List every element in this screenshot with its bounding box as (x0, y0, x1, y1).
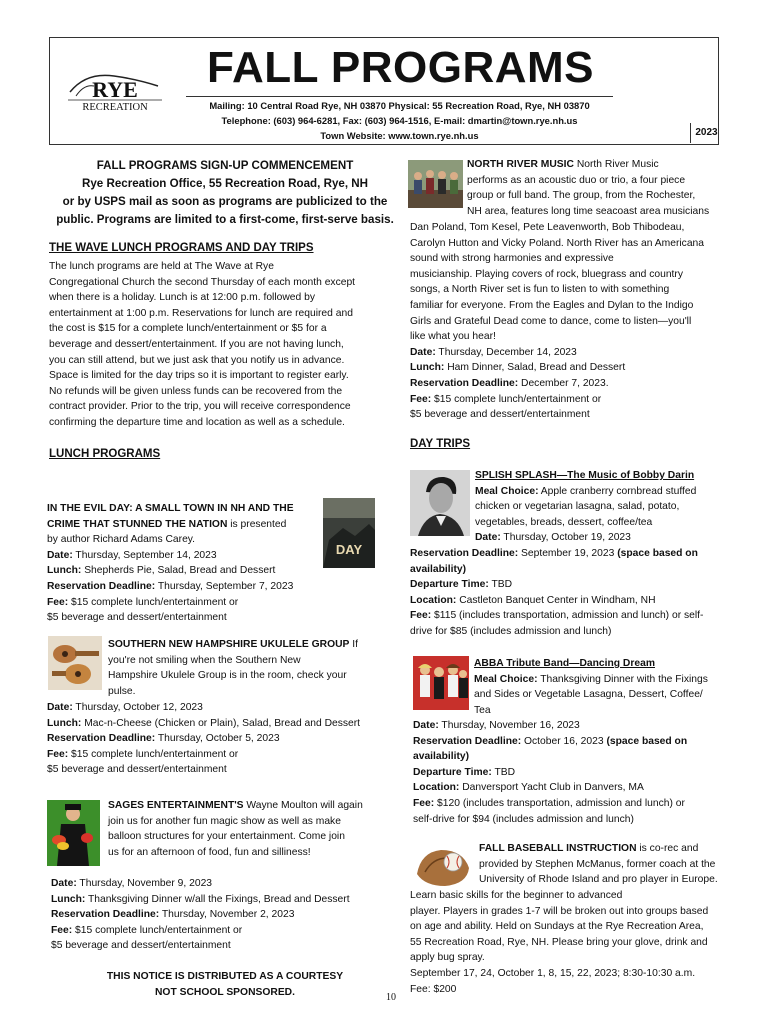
wave-heading: THE WAVE LUNCH PROGRAMS AND DAY TRIPS (49, 242, 314, 254)
day-trips-heading: DAY TRIPS (410, 438, 471, 450)
magician-image (47, 800, 100, 866)
mailing-address: Mailing: 10 Central Road Rye, NH 03870 Physical: 55 Recreation Road, Rye, NH 03870 (209, 100, 590, 111)
page-title: FALL PROGRAMS (207, 43, 595, 92)
signup-line-4: public. Programs are limited to a first-come, first-serve basis. (56, 213, 394, 226)
contact-info: Telephone: (603) 964-6281, Fax: (603) 964-1516, E-mail: dmartin@town.rye.nh.us (221, 115, 578, 126)
ukulele-details: Date: Thursday, October 12, 2023 Lunch: Mac-n-Cheese (Chicken or Plain), Salad, Bread and Dessert Reservation Deadline: Thursday, October 5, 2023 Fee: $15 complete lunch/entertainment or $5 beverage and dessert/entertainment (47, 702, 361, 776)
wave-description: The lunch programs are held at The Wave at Rye Congregational Church the second Thursday of each month except when there is a holiday. Lunch is at 12:00 p.m. followed by entertainment at 1:00 p.m. Reservations for lunch are required and the cost is $15 for a complete lunch/entertainment or $5 for a beverage and dessert/entertainment. If you are not having lunch, you can still attend, but we just ask that you notify us in advance. Space is limited for the day trips so it is important to register early. No refunds will be given unless funds can be recovered from the contract provider. Prior to the trip, you will receive correspondence confirming the departure time and location as well as a schedule. (49, 261, 356, 428)
logo-text-bottom: RECREATION (82, 102, 148, 113)
disclaimer-line-2: NOT SCHOOL SPONSORED. (155, 987, 295, 998)
book-cover-image (323, 498, 375, 568)
splish-splash-details: Reservation Deadline: September 19, 2023 (space based on availability) Departure Time: TBD Location: Castleton Banquet Center in Windham, NH Fee: $115 (includes transportation, admission and lunch) or self- drive for $85 (includes admission and lunch) (410, 548, 704, 637)
north-river-intro: NORTH RIVER MUSIC North River Music performs as an acoustic duo or trio, a four piece group or full band. The group, from the Rochester, NH area, features long time seacoast area musicians (467, 159, 710, 217)
abba-details: Date: Thursday, November 16, 2023 Reservation Deadline: October 16, 2023 (space based on availability) Departure Time: TBD Location: Danversport Yacht Club in Danvers, MA Fee: $120 (includes transportation, admission and lunch) or self-drive for $94 (includes admission and lunch) (413, 720, 688, 825)
sages-details: Date: Thursday, November 9, 2023 Lunch: Thanksgiving Dinner w/all the Fixings, Bread and Dessert Reservation Deadline: Thursday, November 2, 2023 Fee: $15 complete lunch/entertainment or $5 beverage and dessert/entertainment (51, 878, 350, 952)
north-river-details: Dan Poland, Tom Kesel, Pete Leavenworth, Bob Thibodeau, Carolyn Hutton and Vicky Poland. North River has an Americana sound with strong harmonies and expressive musicianship. Playing covers of rock, bluegrass and country songs, a North River set is fun to listen to with something familiar for everyone. From the Eagles and Dylan to the Indigo Girls and Grateful Dead come to dance, come to listen—you'll like what you hear! Date: Thursday, December 14, 2023 Lunch: Ham Dinner, Salad, Bread and Dessert Reservation Deadline: December 7, 2023. Fee: $15 complete lunch/entertainment or $5 beverage and dessert/entertainment (410, 222, 704, 421)
ukulele-image (48, 636, 102, 690)
ukulele-intro: SOUTHERN NEW HAMPSHIRE UKULELE GROUP If you're not smiling when the Southern New Hampshire Ukulele Group is in the room, check your pulse. (108, 639, 359, 697)
abba-band-image (413, 656, 469, 710)
town-website: Town Website: www.town.rye.nh.us (320, 130, 479, 141)
page-number: 10 (386, 992, 396, 1003)
baseball-glove-image (413, 844, 475, 890)
year-label: 2023 (690, 123, 722, 143)
baseball-details: Learn basic skills for the beginner to advanced player. Players in grades 1-7 will be broken out into groups based on age and ability. Held on Sundays at the Rye Recreation Area, 55 Recreation Road, Rye, NH. Please bring your glove, drink and apply bug spray. September 17, 24, October 1, 8, 15, 22, 2023; 8:30-10:30 a.m. Fee: $200 (410, 890, 709, 995)
signup-line-1: FALL PROGRAMS SIGN-UP COMMENCEMENT (96, 159, 354, 172)
logo-text-top: RYE (92, 77, 138, 102)
north-river-band-image (408, 160, 463, 208)
evil-day-program: IN THE EVIL DAY: A SMALL TOWN IN NH AND THE CRIME THAT STUNNED THE NATION is presented by author Richard Adams Carey. Date: Thursday, September 14, 2023 Lunch: Shepherds Pie, Salad, Bread and Dessert Reservation Deadline: Thursday, September 7, 2023 Fee: $15 complete lunch/entertainment or $5 beverage and dessert/entertainment (47, 503, 294, 624)
rye-recreation-logo (66, 66, 164, 114)
signup-line-3: or by USPS mail as soon as programs are publicized to the (62, 195, 388, 208)
baseball-intro: FALL BASEBALL INSTRUCTION is co-rec and provided by Stephen McManus, former coach at the University of Rhode Island and pro player in Europe. (479, 843, 718, 886)
abba-intro: ABBA Tribute Band—Dancing Dream Meal Choice: Thanksgiving Dinner with the Fixings and Sides or Vegetable Lasagna, Dessert, Coffee/ Tea (474, 658, 708, 716)
signup-line-2: Rye Recreation Office, 55 Recreation Road, Rye, NH (81, 177, 369, 190)
title-divider (186, 96, 613, 97)
bobby-darin-image (410, 470, 470, 536)
book-title-text: DAY (335, 542, 363, 557)
disclaimer-line-1: THIS NOTICE IS DISTRIBUTED AS A COURTESY (106, 971, 344, 982)
lunch-programs-heading: LUNCH PROGRAMS (49, 448, 161, 460)
sages-intro: SAGES ENTERTAINMENT'S Wayne Moulton will again join us for another fun magic show as well as make balloon structures for your entertainment. Come join us for an afternoon of food, fun and silliness! (108, 800, 363, 858)
splish-splash-intro: SPLISH SPLASH—The Music of Bobby Darin Meal Choice: Apple cranberry cornbread stuffed chicken or vegetarian lasagna, salad, potato, vegetables, breads, dessert, coffee/tea Date: Thursday, October 19, 2023 (475, 470, 697, 544)
